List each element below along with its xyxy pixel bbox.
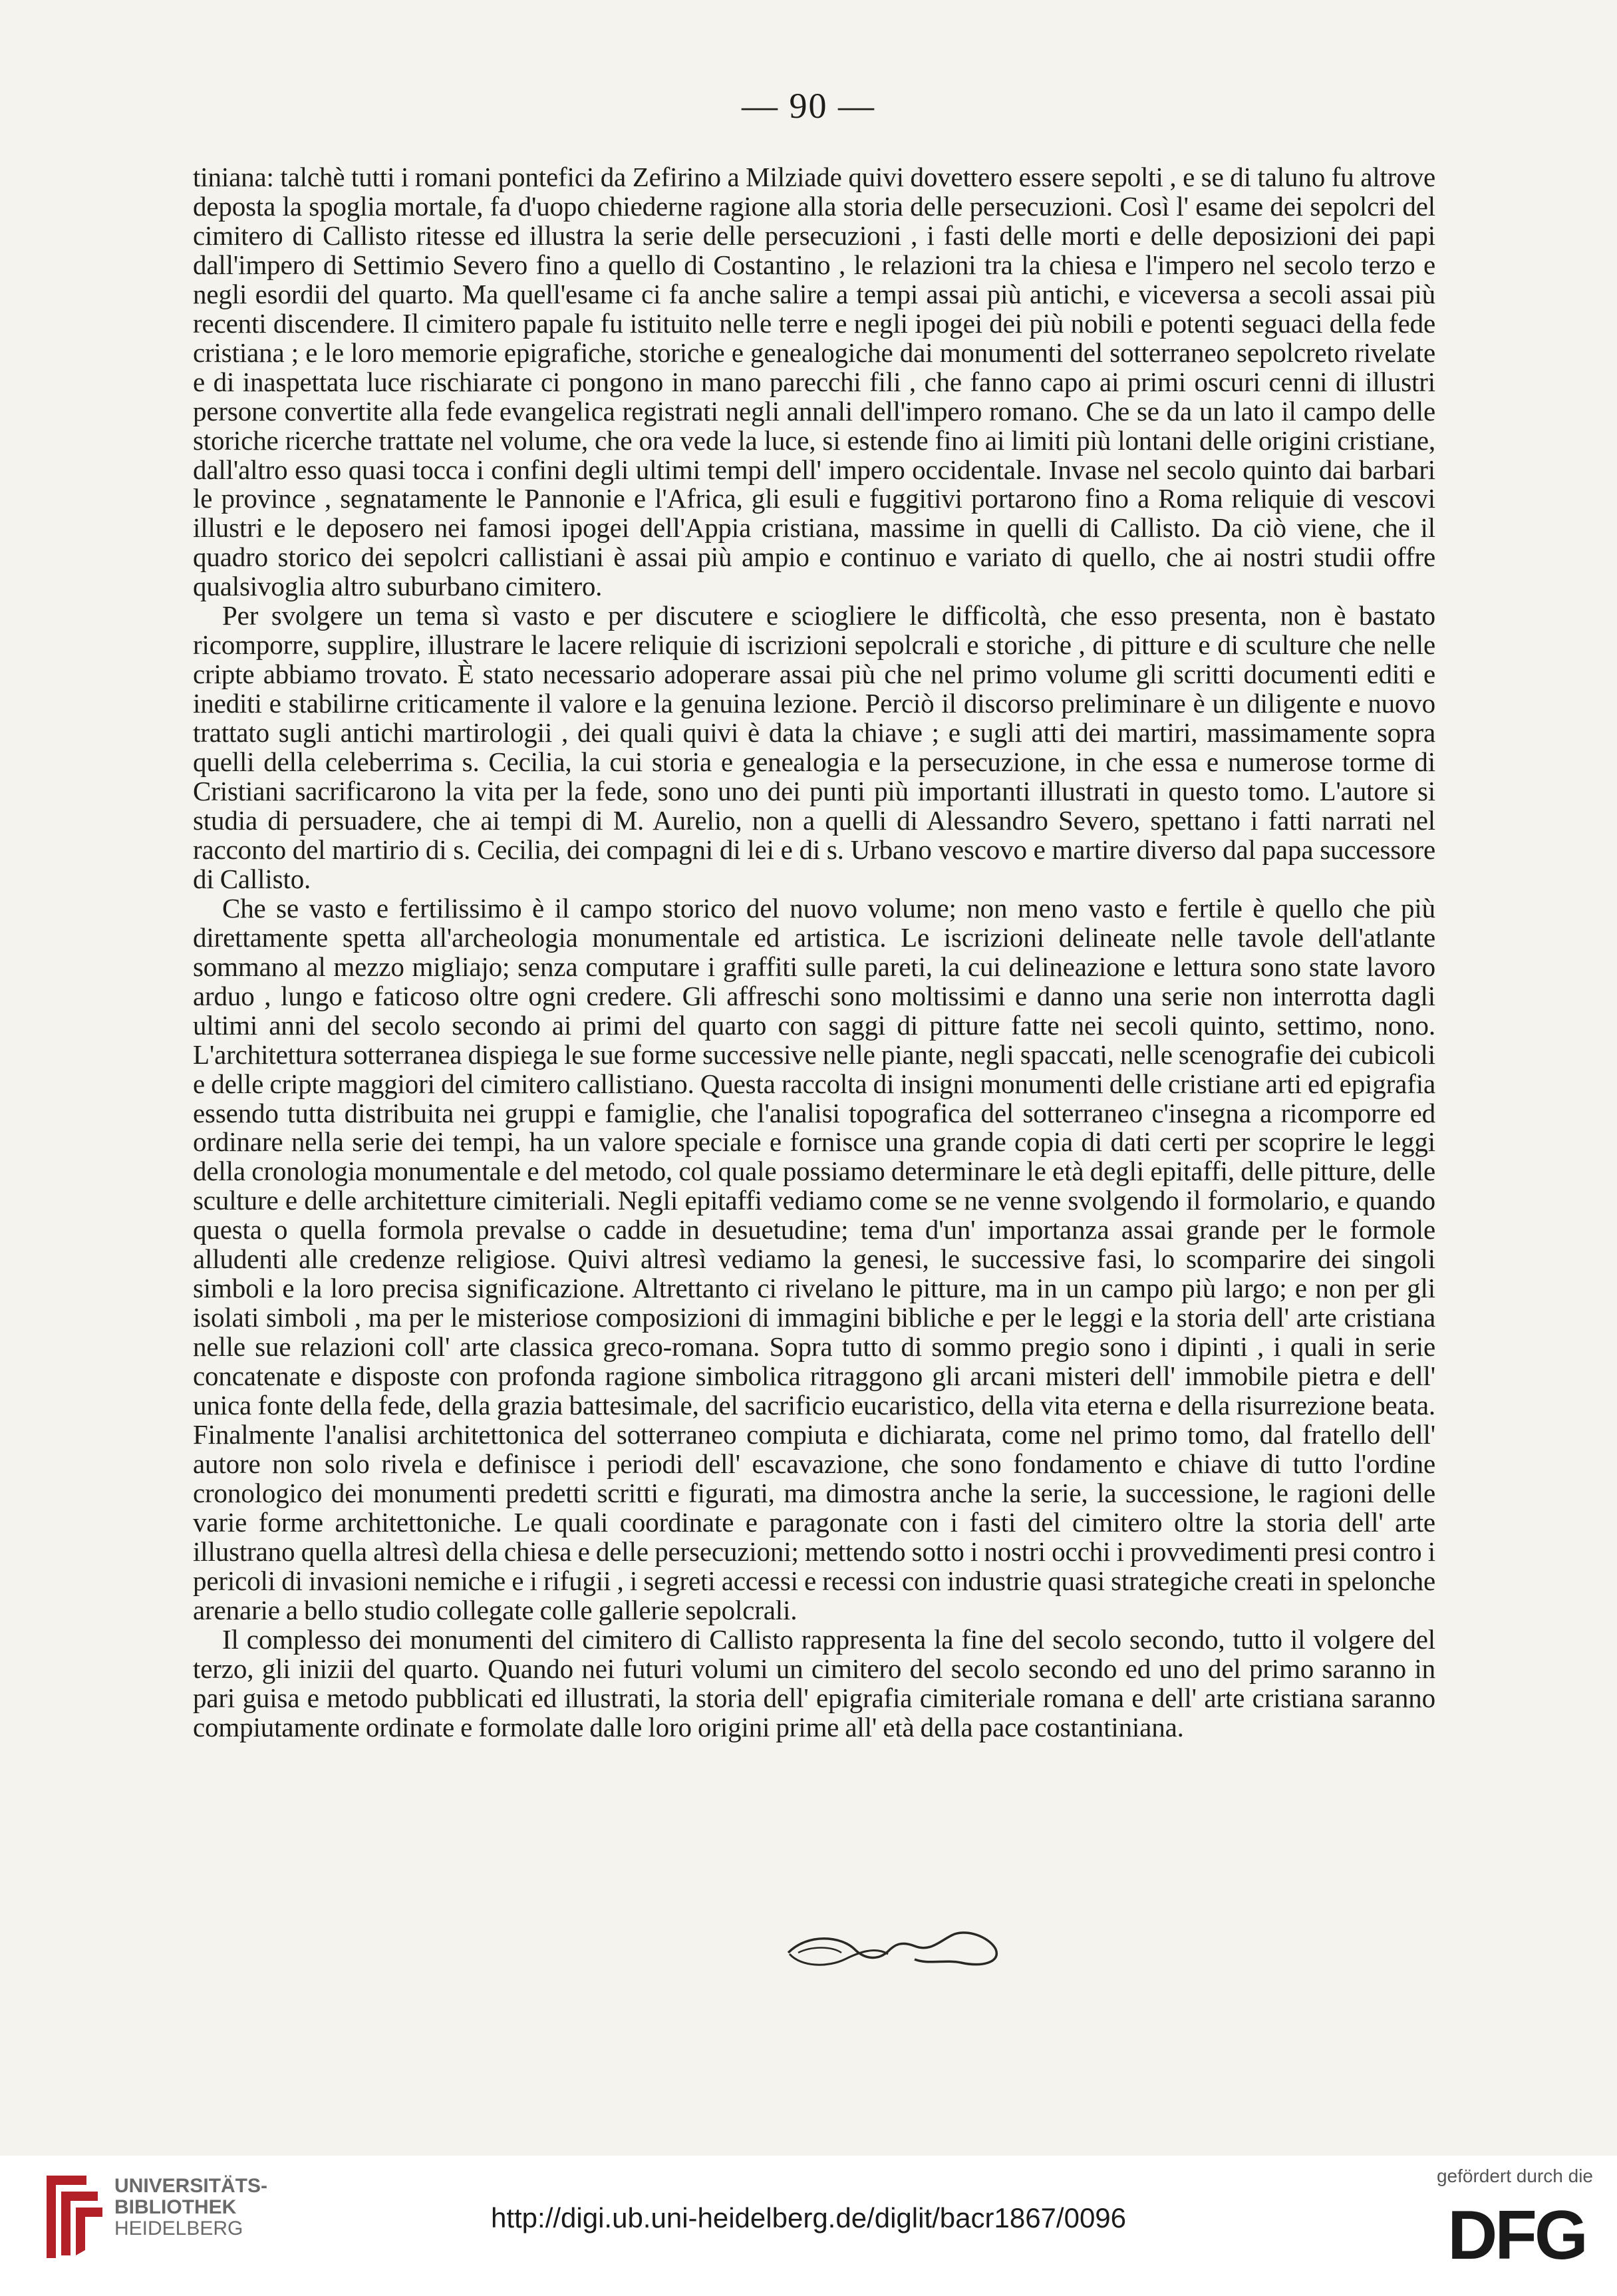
body-text — [193, 163, 1435, 1742]
svg-text:DFG: DFG — [1447, 2197, 1586, 2269]
paragraph: Per svolgere un tema sì vasto e per discutere e sciogliere le difficoltà, che esso presenta, non è bastato ricomporre, supplire, illustrare le lacere reliquie di iscrizioni sepolcrali e storiche , di pitture e di sculture che nelle cripte abbiamo trovato. È stato necessario adoperare assai più che nel primo volume gli scritti documenti editi e inediti e stabilirne criticamente il valore e la genuina lezione. Perciò il discorso preliminare è un diligente e nuovo trattato sugli antichi martirologii , dei quali quivi è data la chiave ; e sugli atti dei martiri, massimamente sopra quelli della celeberrima s. Cecilia, la cui storia e genealogia e la persecuzione, in che essa e numerose torme di Cristiani sacrificarono la vita per la fede, sono uno dei punti più importanti illustrati in questo tomo. L'autore si studia di persuadere, che ai tempi di M. Aurelio, non a quelli di Alessandro Severo, spettano i fatti narrati nel racconto del martirio di s. Cecilia, dei compagni di lei e di s. Urbano vescovo e martire diverso dal papa successore di Callisto. — [193, 600, 1435, 894]
library-name-line: HEIDELBERG — [114, 2217, 243, 2239]
paragraph: Il complesso dei monumenti del cimitero di Callisto rappresenta la fine del secolo secondo, tutto il volgere del terzo, gli inizii del quarto. Quando nei futuri volumi un cimitero del secolo secondo ed uno del primo saranno in pari guisa e metodo pubblicati ed illustrati, la storia dell' epigrafia cimiteriale romana e dell' arte cristiana saranno compiutamente ordinate e formolate dalle loro origini prime all' età della pace costantiniana. — [193, 1623, 1435, 1742]
paragraph: tiniana: talchè tutti i romani pontefici da Zefirino a Milziade quivi dovettero essere sepolti , e se di taluno fu altrove deposta la spoglia mortale, fa d'uopo chiederne ragione alla storia delle persecuzioni. Così l' esame dei sepolcri del cimitero di Callisto ritesse ed illustra la serie delle persecuzioni , i fasti delle morti e delle deposizioni dei papi dall'impero di Settimio Severo fino a quello di Costantino , le relazioni tra la chiesa e l'impero nel secolo terzo e negli esordii del quarto. Ma quell'esame ci fa anche salire a tempi assai più antichi, e viceversa a secoli assai più recenti discendere. Il cimitero papale fu istituito nelle terre e negli ipogei dei più nobili e potenti seguaci della fede cristiana ; e le loro memorie epigrafiche, storiche e genealogiche dai monumenti del sotterraneo sepolcreto rivelate e di inaspettata luce rischiarate ci pongono in mano parecchi fili , che fanno capo ai primi oscuri cenni di illustri persone convertite alla fede evangelica registrati negli annali dell'impero romano. Che se da un lato il campo delle storiche ricerche trattate nel volume, che ora vede la luce, si estende fino ai limiti più lontani delle origini cristiane, dall'altro esso quasi tocca i confini degli ultimi tempi dell' impero occidentale. Invase nel secolo quinto dai barbari le province , segnatamente le Pannonie e l'Africa, gli esuli e fuggitivi portarono fino a Roma reliquie di vescovi illustri e le deposero nei famosi ipogei dell'Appia cristiana, massime in quelli di Callisto. Da ciò viene, che il quadro storico dei sepolcri callistiani è assai più ampio e continuo e variato di quello, che ai nostri studii offre qualsivoglia altro suburbano cimitero. — [193, 162, 1435, 602]
page-number: — 90 — — [742, 86, 875, 126]
paragraph: Che se vasto e fertilissimo è il campo storico del nuovo volume; non meno vasto e fertile è quello che più direttamente spetta all'archeologia monumentale ed artistica. Le iscrizioni delineate nelle tavole dell'atlante sommano al mezzo migliajo; senza computare i graffiti sulle pareti, la cui delineazione e lettura sono state lavoro arduo , lungo e faticoso oltre ogni credere. Gli affreschi sono moltissimi e danno una serie non interrotta dagli ultimi anni del secolo secondo ai primi del quarto con saggi di pitture fatte nei secoli quinto, settimo, nono. L'architettura sotterranea dispiega le sue forme successive nelle piante, negli spaccati, nelle scenografie dei cubicoli e delle cripte maggiori del cimitero callistiano. Questa raccolta di insigni monumenti delle cristiane arti ed epigrafia essendo tutta distribuita nei gruppi e famiglie, che l'analisi topografica del sotterraneo c'insegna a ricomporre ed ordinare nella serie dei tempi, ha un valore speciale e fornisce una grande copia di dati certi per scoprire le leggi della cronologia monumentale e del metodo, col quale possiamo determinare le età degli epitaffi, delle pitture, delle sculture e delle architetture cimiteriali. Negli epitaffi vediamo come se ne venne svolgendo il formolario, e quando questa o quella formola prevalse o cadde in desuetudine; tema d'un' importanza assai grande per le formole alludenti alle credenze religiose. Quivi altresì vediamo la genesi, le successive fasi, lo scomparire dei singoli simboli e la loro precisa significazione. Altrettanto ci rivelano le pitture, ma in un campo più largo; e non per gli isolati simboli , ma per le misteriose composizioni di immagini bibliche e per le leggi e la storia dell' arte cristiana nelle sue relazioni coll' arte classica greco-romana. Sopra tutto di sommo pregio sono i dipinti , i quali in serie concatenate e disposte con profonda ragione simbolica ritraggono gli arcani misteri dell' immobile pietra e dell' unica fonte della fede, della grazia battesimale, del sacrificio eucaristico, della vita eterna e della risurrezione beata. Finalmente l'analisi architettonica del sotterraneo compiuta e dichiarata, come nel primo tomo, dal fratello dell' autore non solo rivela e definisce i periodi dell' escavazione, che sono fondamento e chiave di tutto l'ordine cronologico dei monumenti predetti scritti e figurati, ma dimostra anche la serie, la successione, le ragioni delle varie forme architettoniche. Le quali coordinate e paragonate con i fasti del cimitero oltre la storia dell' arte illustrano quella altresì della chiesa e delle persecuzioni; mettendo sotto i nostri occhi i provvedimenti presi contro i pericoli di invasioni nemiche e i rifugii , i segreti accessi e recessi con industrie quasi strategiche creati in spelonche arenarie a bello studio collegate colle gallerie sepolcrali. — [193, 892, 1435, 1625]
decorative-flourish-icon — [782, 1926, 1001, 1973]
source-url[interactable]: http://digi.ub.uni-heidelberg.de/diglit/bacr1867/0096 — [490, 2202, 1127, 2233]
dfg-logo-icon — [1440, 2196, 1593, 2269]
library-name-line: UNIVERSITÄTS- — [114, 2175, 268, 2197]
funding-text: gefördert durch die — [1436, 2166, 1593, 2186]
library-name-line: BIBLIOTHEK — [114, 2196, 237, 2218]
